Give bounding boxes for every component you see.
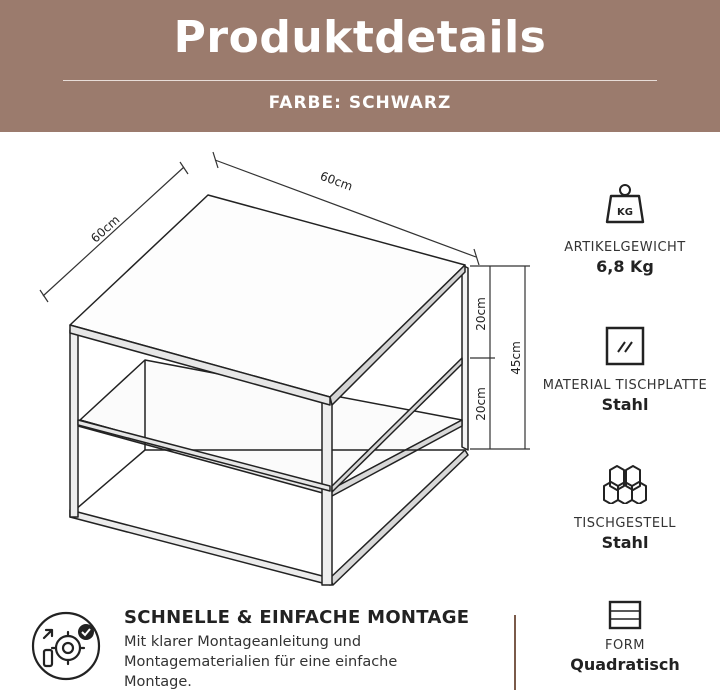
depth-label: 60cm [88,212,123,246]
spec-weight [530,182,720,276]
spec-frame [530,462,720,552]
table-drawing [30,140,530,600]
square-shape-icon [608,600,642,630]
spec-tabletop-label: MATERIAL TISCHPLATTE [542,378,708,393]
width-label: 60cm [318,168,355,194]
header-banner [0,0,720,132]
header-divider [63,80,657,81]
spec-tabletop [530,326,720,414]
weight-icon [605,182,645,226]
spec-weight-value: 6,8 Kg [596,257,654,276]
spec-frame-value: Stahl [601,533,649,552]
steel-frame-icon [602,462,648,504]
spec-weight-label: ARTIKELGEWICHT [564,240,686,255]
spec-tabletop-value: Stahl [601,395,649,414]
assembly-text: Mit klarer Montageanleitung und Montagematerialien für eine einfache Montage. [124,634,398,690]
assembly-divider [514,615,516,690]
height-label: 45cm [509,341,523,375]
spec-shape-value: Quadratisch [570,655,680,674]
page-title: Produktdetails [173,12,547,63]
spec-shape-label: FORM [605,638,645,653]
shelf-lower-label: 20cm [474,387,488,421]
assembly-title: SCHNELLE & EINFACHE MONTAGE [124,607,470,628]
spec-frame-label: TISCHGESTELL [573,516,677,531]
weight-icon-badge: KG [617,207,633,218]
assembly-icon [30,610,102,682]
shelf-upper-label: 20cm [474,297,488,331]
spec-shape [530,600,720,674]
color-subtitle: FARBE: SCHWARZ [268,93,452,113]
glass-plate-icon [605,326,645,366]
